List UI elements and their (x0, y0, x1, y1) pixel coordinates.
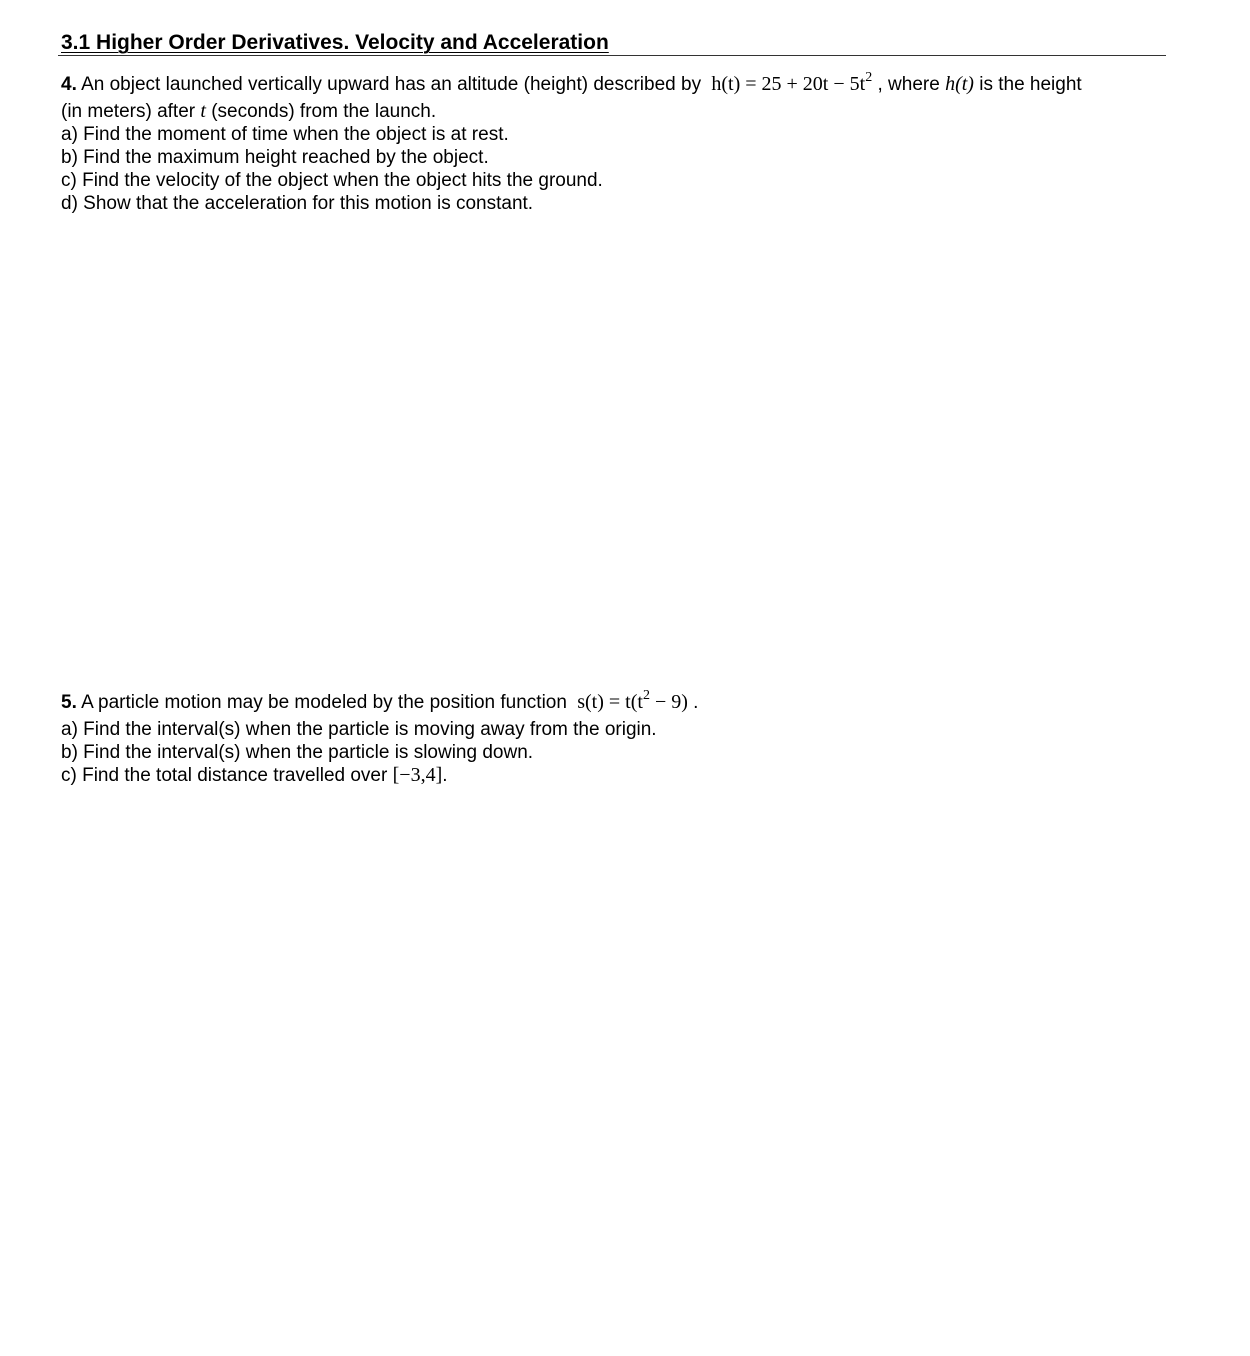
problem-5-part-c-period: . (442, 765, 448, 786)
problem-5-number: 5. (61, 692, 77, 713)
problem-4 (61, 71, 1161, 215)
problem-5 (61, 689, 1161, 787)
problem-4-number: 4. (61, 74, 77, 95)
problem-4-formula-body: h(t) = 25 + 20t − 5t (711, 73, 866, 95)
problem-4-line-2a: (in meters) after (61, 101, 196, 122)
problem-5-part-c-text: c) Find the total distance travelled over (61, 765, 388, 786)
problem-4-line-1 (61, 71, 1161, 100)
problem-5-formula-a: s(t) = t(t (577, 691, 643, 713)
problem-4-line-2 (61, 100, 1161, 123)
problem-5-part-a: a) Find the interval(s) when the particle is moving away from the origin. (61, 719, 657, 740)
problem-4-h-symbol: h(t) (945, 73, 974, 95)
problem-4-line-2b: (seconds) from the launch. (211, 101, 437, 122)
problem-5-part-c-interval: [−3,4] (392, 764, 443, 786)
problem-5-formula-exponent: 2 (642, 688, 650, 703)
problem-4-t-symbol: t (200, 100, 206, 122)
section-heading: 3.1 Higher Order Derivatives. Velocity and Acceleration (61, 31, 609, 54)
problem-5-line-1 (61, 689, 1161, 718)
problem-4-intro: An object launched vertically upward has an altitude (height) described by (81, 74, 702, 95)
problem-4-part-d: d) Show that the acceleration for this motion is constant. (61, 193, 534, 214)
problem-5-part-c (61, 764, 1161, 787)
problem-5-period: . (693, 692, 699, 713)
problem-5-intro: A particle motion may be modeled by the position function (81, 692, 567, 713)
heading-rule (58, 55, 1166, 56)
problem-4-intro-height: is the height (979, 74, 1082, 95)
problem-4-part-b: b) Find the maximum height reached by the object. (61, 147, 489, 168)
problem-4-part-c: c) Find the velocity of the object when the object hits the ground. (61, 170, 603, 191)
problem-4-formula-exponent: 2 (865, 70, 873, 85)
problem-4-intro-where: , where (877, 74, 940, 95)
problem-4-part-a: a) Find the moment of time when the object is at rest. (61, 124, 509, 145)
problem-5-formula-b: − 9) (649, 691, 688, 713)
problem-5-part-b: b) Find the interval(s) when the particle is slowing down. (61, 742, 534, 763)
problem-5-formula (572, 688, 688, 713)
problem-4-formula (706, 70, 873, 95)
